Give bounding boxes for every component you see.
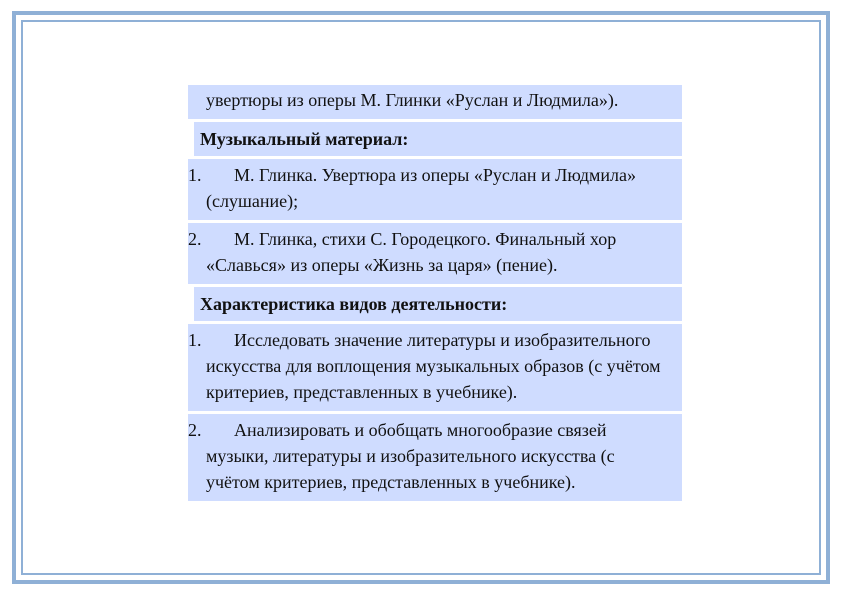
list-item-number: 2. xyxy=(188,420,202,440)
intro-paragraph xyxy=(188,85,682,119)
slide-content xyxy=(188,85,682,504)
list-item xyxy=(188,324,682,411)
list-item xyxy=(188,159,682,220)
intro-text: увертюры из оперы М. Глинки «Руслан и Людмила»). xyxy=(206,90,619,110)
list-item-number: 1. xyxy=(188,165,202,185)
list-item-text: М. Глинка, стихи С. Городецкого. Финальный хор «Славься» из оперы «Жизнь за царя» (пение). xyxy=(206,229,617,275)
list-item-text: Исследовать значение литературы и изобразительного искусства для воплощения музыкальных образов (с учётом критериев, представленных в учебнике). xyxy=(206,330,661,402)
list-item-text: Анализировать и обобщать многообразие связей музыки, литературы и изобразительного искусства (с учётом критериев, представленных в учебнике). xyxy=(206,420,615,492)
list-item-text: М. Глинка. Увертюра из оперы «Руслан и Людмила» (слушание); xyxy=(206,165,637,211)
list-item xyxy=(188,223,682,284)
list-item xyxy=(188,414,682,501)
list-item-number: 1. xyxy=(188,330,202,350)
section-heading-activities: Характеристика видов деятельности: xyxy=(188,287,682,321)
section-heading-material: Музыкальный материал: xyxy=(188,122,682,156)
list-item-number: 2. xyxy=(188,229,202,249)
